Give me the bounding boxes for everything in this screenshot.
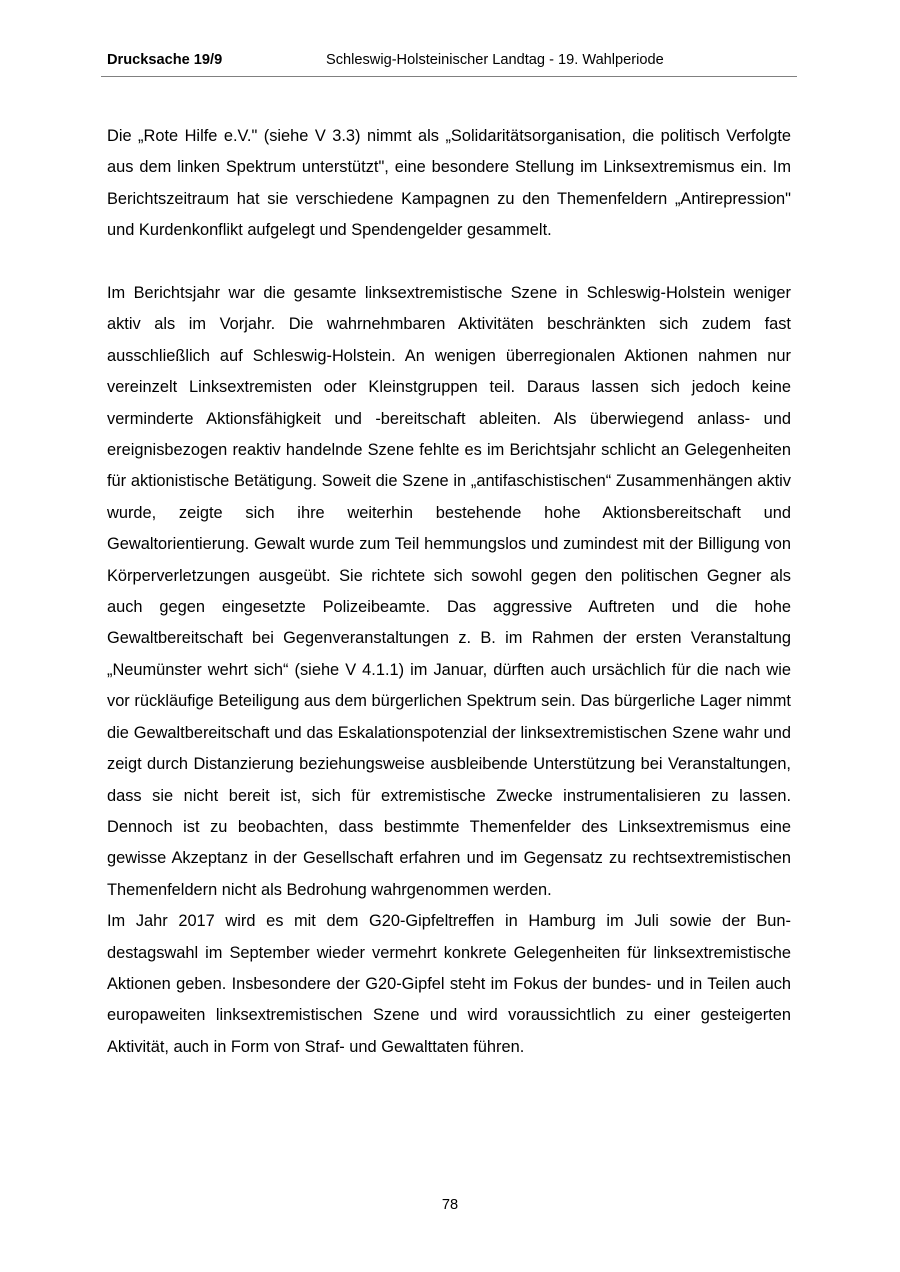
document-number: Drucksache 19/9 bbox=[107, 52, 223, 68]
paragraph-ausblick-2017: Im Jahr 2017 wird es mit dem G20-Gipfeltreffen in Hamburg im Juli sowie der Bundestagswahl im September wieder vermehrt konkrete Gelegenheiten für linksextremistische Aktionen geben. Insbesondere der G20-Gipfel steht im Fokus der bundes- und in Teilen auch europaweiten linksextremistischen Szene und wird voraussichtlich zu einer gesteigerten Aktivität, auch in Form von Straf- und Gewalttaten führen. bbox=[107, 912, 791, 1056]
page-body bbox=[107, 121, 791, 1063]
document-title: Schleswig-Holsteinischer Landtag - 19. Wahlperiode bbox=[326, 52, 664, 68]
paragraph-berichtsjahr: Im Berichtsjahr war die gesamte linksextremistische Szene in Schleswig-Holstein weniger aktiv als im Vorjahr. Die wahrnehmbaren Aktivitäten beschränkten sich zudem fast ausschließlich auf Schleswig-Holstein. An wenigen überregionalen Aktionen nahmen nur vereinzelt Linksextremisten oder Kleinstgruppen teil. Daraus lassen sich jedoch keine verminderte Aktionsfähigkeit und -bereitschaft ableiten. Als überwiegend anlass- und ereignisbezogen reaktiv handelnde Szene fehlte es im Berichtsjahr schlicht an Gelegenheiten für aktionistische Betätigung. Soweit die Szene in „antifaschistischen“ Zusammenhängen aktiv wurde, zeigte sich ihre weiterhin bestehende hohe Aktionsbereitschaft und Gewaltorientierung. Gewalt wurde zum Teil hemmungslos und zumindest mit der Billigung von Körperverletzungen ausgeübt. Sie richtete sich sowohl gegen den politischen Gegner als auch gegen eingesetzte Polizeibeamte. Das aggressive Auftreten und die hohe Gewaltbereitschaft bei Gegenveranstaltungen z. B. im Rahmen der ersten Veranstaltung „Neumünster wehrt sich“ (siehe V 4.1.1) im Januar, dürften auch ursächlich für die nach wie vor rückläufige Beteiligung aus dem bürgerlichen Spektrum sein. Das bürgerliche Lager nimmt die Gewaltbereitschaft und das Eskalationspotenzial der linksextremistischen Szene wahr und zeigt durch Distanzierung beziehungsweise ausbleibende Unterstützung bei Veranstaltungen, dass sie nicht bereit ist, sich für extremistische Zwecke instrumentalisieren zu lassen. Dennoch ist zu beobachten, dass bestimmte Themenfelder des Linksextremismus eine gewisse Akzeptanz in der Gesellschaft erfahren und im Gegensatz zu rechtsextremistischen Themenfeldern nicht als Bedrohung wahrgenommen werden. bbox=[107, 284, 791, 899]
paragraph-rote-hilfe: Die „Rote Hilfe e.V." (siehe V 3.3) nimmt als „Solidaritätsorganisation, die politisch Verfolgte aus dem linken Spektrum unterstützt", eine besondere Stellung im Linksextremismus ein. Im Berichtszeitraum hat sie verschiedene Kampagnen zu den Themenfeldern „Antirepression" und Kurdenkonflikt aufgelegt und Spendengelder gesammelt. bbox=[107, 127, 791, 240]
page-number: 78 bbox=[441, 1197, 459, 1213]
page-header bbox=[101, 52, 797, 77]
